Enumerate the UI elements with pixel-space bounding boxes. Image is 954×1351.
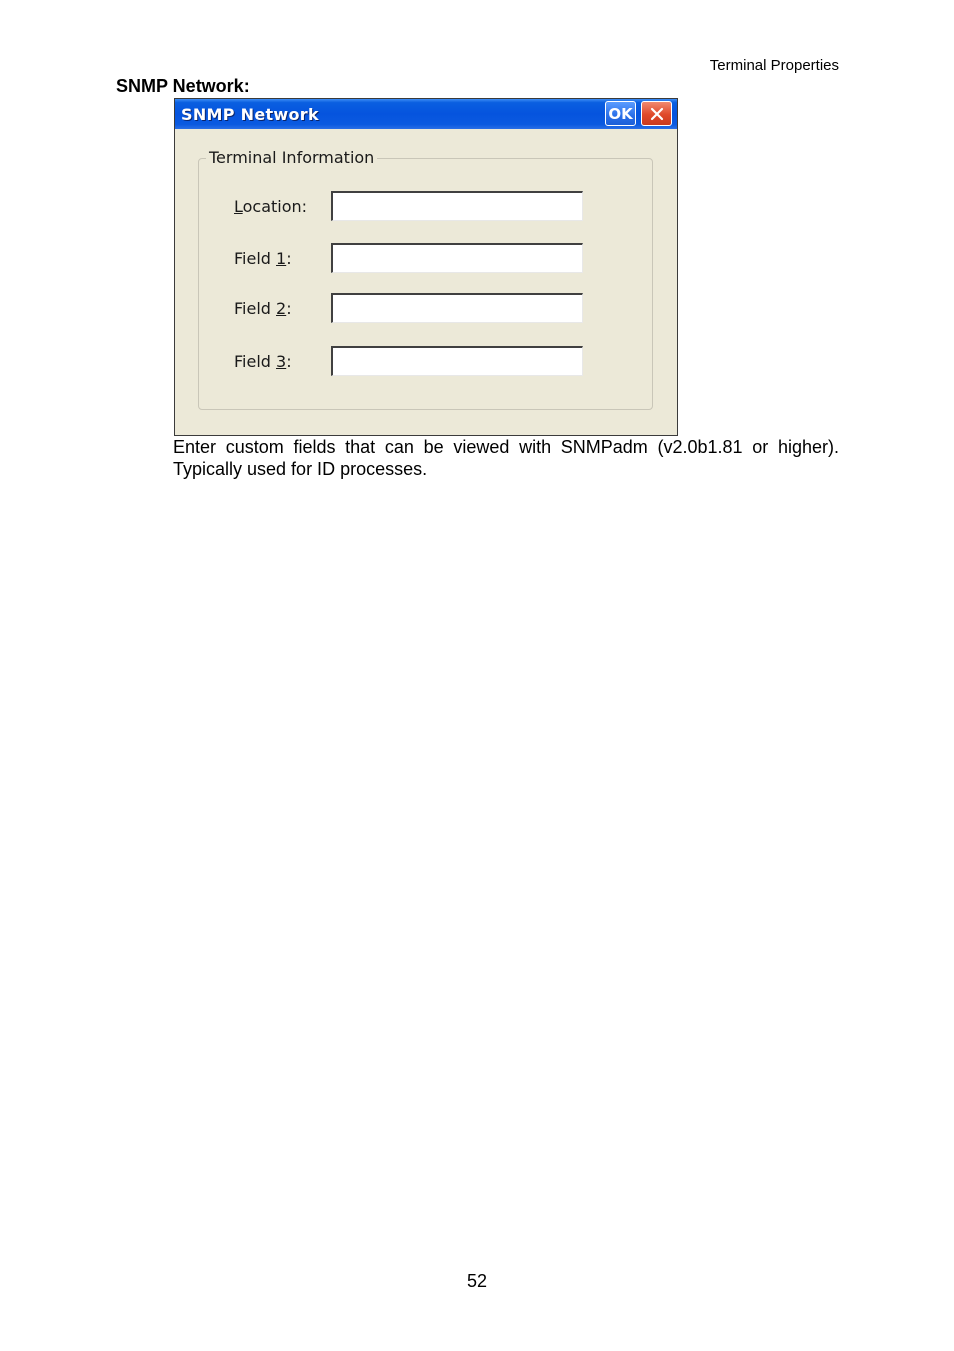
field-1-input[interactable] [331,243,583,273]
running-header: Terminal Properties [709,57,839,74]
close-button[interactable] [641,101,672,126]
field-1-label: Field 1: [234,248,292,268]
close-icon [650,107,664,121]
dialog-title: SNMP Network [181,104,319,124]
field-1-row [234,243,583,273]
field-2-label: Field 2: [234,298,292,318]
snmp-network-dialog [174,98,678,436]
location-row [234,191,583,221]
titlebar-buttons [605,101,672,126]
field-3-row [234,346,583,376]
section-heading: SNMP Network: [116,76,250,96]
field-3-label: Field 3: [234,351,292,371]
field-3-input[interactable] [331,346,583,376]
location-label: Location: [234,196,308,216]
page-number: 52 [466,1271,488,1291]
field-2-row [234,293,583,323]
terminal-information-group [198,148,653,410]
location-input[interactable] [331,191,583,221]
ok-button[interactable]: OK [605,101,636,126]
field-2-input[interactable] [331,293,583,323]
description-text: Enter custom fields that can be viewed with SNMPadm (v2.0b1.81 or higher). Typically used for ID processes. [173,437,839,479]
group-title: Terminal Information [206,148,377,167]
dialog-titlebar[interactable] [175,99,677,129]
